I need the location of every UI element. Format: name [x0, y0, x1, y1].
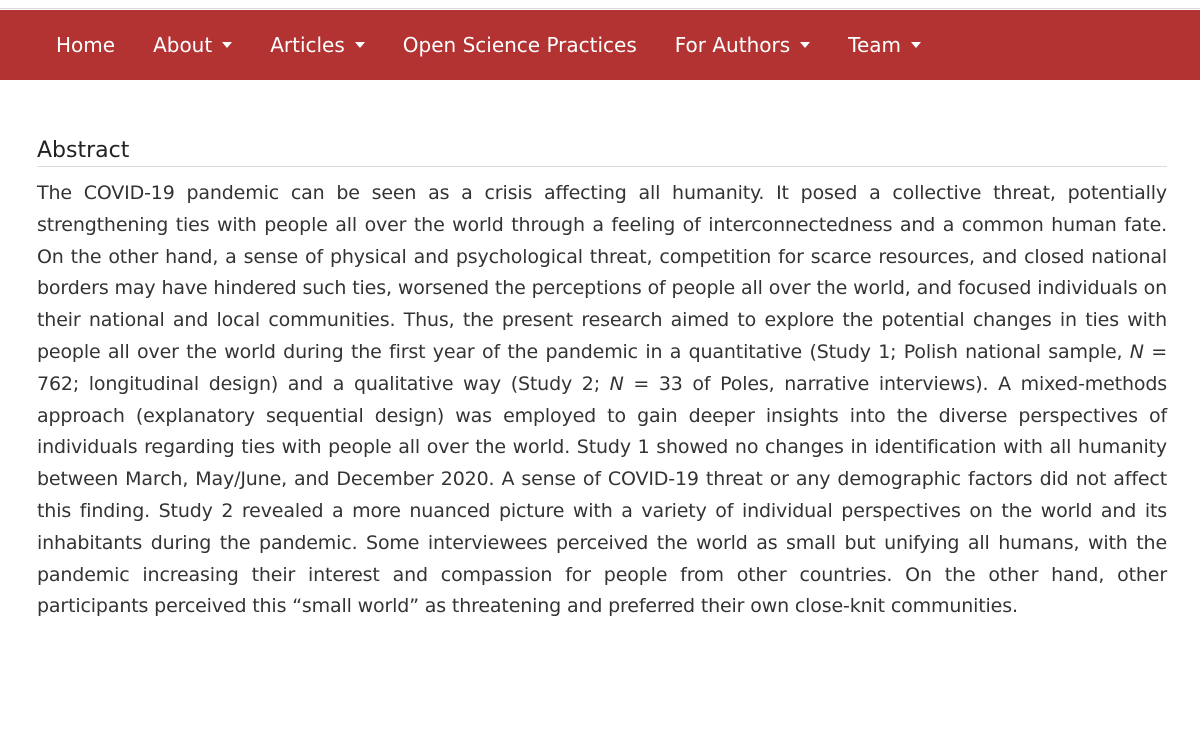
main-navbar: [0, 10, 1200, 80]
caret-down-icon[interactable]: [800, 42, 810, 48]
nav-label-articles[interactable]: Articles: [270, 33, 345, 57]
top-strip: [0, 0, 1200, 9]
sample-size-symbol: N: [609, 372, 624, 395]
abstract-text-part-2: = 762; longitudinal design) and a qualitative way (Study 2;: [37, 340, 1167, 395]
caret-down-icon[interactable]: [355, 42, 365, 48]
nav-label-team[interactable]: Team: [848, 33, 902, 57]
nav-label-open-science-practices[interactable]: Open Science Practices: [402, 33, 637, 57]
sample-size-symbol: N: [1129, 340, 1144, 363]
caret-down-icon[interactable]: [911, 42, 921, 48]
nav-item-home[interactable]: [56, 33, 115, 57]
nav-list: [56, 10, 959, 80]
abstract-text-part-1: The COVID-19 pandemic can be seen as a crisis affecting all humanity. It posed a collective threat, potentially strengthening ties with people all over the world through a feeling of interconnectedness and a common human fate. On the other hand, a sense of physical and psychological threat, competition for scarce resources, and closed national borders may have hindered such ties, worsened the perceptions of people all over the world, and focused individuals on their national and local communities. Thus, the present research aimed to explore the potential changes in ties with people all over the world during the first year of the pandemic in a quantitative (Study 1; Polish national sample,: [37, 182, 1167, 363]
nav-item-open-science-practices[interactable]: [403, 33, 637, 57]
nav-item-articles[interactable]: [270, 33, 365, 57]
abstract-heading: Abstract: [37, 138, 1167, 167]
abstract-paragraph: [37, 178, 1167, 623]
nav-item-team[interactable]: [848, 33, 921, 57]
nav-label-home[interactable]: Home: [56, 33, 116, 57]
article-content: [37, 138, 1167, 623]
nav-item-for-authors[interactable]: [675, 33, 810, 57]
nav-label-for-authors[interactable]: For Authors: [674, 33, 791, 57]
nav-label-about[interactable]: About: [153, 33, 213, 57]
caret-down-icon[interactable]: [222, 42, 232, 48]
abstract-text-part-3: = 33 of Poles, narrative interviews). A mixed-methods approach (explanatory sequential design) was employed to gain deeper insights into the diverse perspectives of individuals regarding ties with people all over the world. Study 1 showed no changes in identification with all humanity between March, May/June, and December 2020. A sense of COVID-19 threat or any demographic factors did not affect this finding. Study 2 revealed a more nuanced picture with a variety of individual perspectives on the world and its inhabitants during the pandemic. Some interviewees perceived the world as small but unifying all humans, with the pandemic increasing their interest and compassion for people from other countries. On the other hand, other participants perceived this “small world” as threatening and preferred their own close-knit communities.: [37, 372, 1167, 618]
nav-item-about[interactable]: [153, 33, 232, 57]
